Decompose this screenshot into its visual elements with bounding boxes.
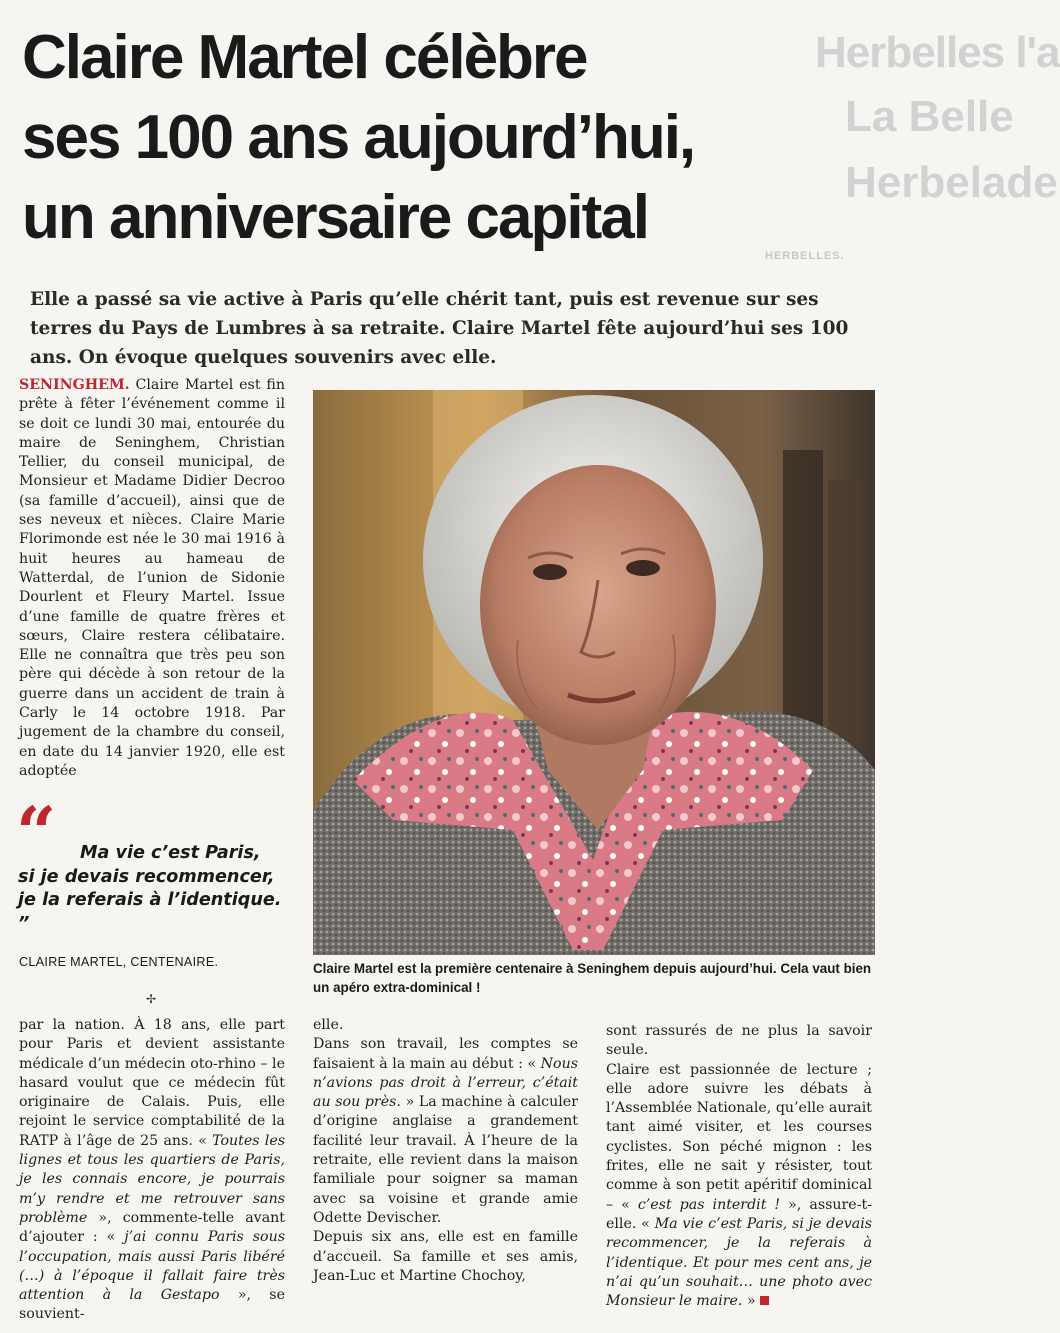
col2-quote-1: Toutes les lignes et tous les quartiers de Paris, je les connais encore, je pourrais m’y rendre et me retrouver sans problème [19, 1132, 285, 1226]
body-column-3 [313, 1016, 578, 1286]
headline-line-2: ses 100 ans aujourd’hui, [22, 103, 695, 172]
photo-caption: Claire Martel est la première centenaire à Seninghem depuis aujourd’hui. Cela vaut bien un apéro extra-dominical ! [313, 961, 872, 995]
body-column-1 [19, 376, 285, 781]
headline-line-1: Claire Martel célèbre [22, 23, 587, 92]
col4-text-2: », assure-t-elle. « [606, 1196, 872, 1232]
scan-speck: ✢ [146, 992, 157, 1006]
bleed-line-2: La Belle [845, 92, 1014, 141]
col2-text-1: par la nation. À 18 ans, elle part pour Paris et devient assistante médicale d’un médecin oto-rhino – le hasard voulut que ce médecin fût originaire de Calais. Puis, elle rejoint le service comptabilité de la RATP à l’âge de 25 ans. « [19, 1017, 285, 1149]
col4-quote-1: c’est pas interdit ! [637, 1196, 781, 1213]
pull-quote-rest: si je devais recommencer, je la referais à l’identique. [18, 866, 282, 910]
col2-quote-2: j’ai connu Paris sous l’occupation, mais aussi Paris libéré (…) à l’époque il fallait faire très attention à la Gestapo [19, 1229, 285, 1304]
col2-text-3: », se souvient- [19, 1287, 285, 1323]
bleed-line-1: Herbelles l'a [815, 28, 1060, 77]
col3-text-2: » La machine à calculer d’origine anglaise a grandement facilité leur travail. À l’heure de la retraite, elle revient dans la maison familiale pour soigner sa maman avec sa voisine et grande amie Odette Devischer. [313, 1094, 578, 1226]
dateline-place: SENINGHEM. [19, 377, 130, 393]
col4-para-1: sont rassurés de ne plus la savoir seule. [606, 1023, 872, 1059]
col3-text-1: Dans son travail, les comptes se faisaient à la main au début : « [313, 1036, 578, 1072]
pull-quote-line-1: Ma vie c’est Paris, [80, 843, 261, 863]
body-column-2 [19, 1016, 285, 1325]
quote-mark-icon: “ [16, 791, 57, 874]
pull-quote [18, 842, 298, 936]
bleed-line-4: HERBELLES. [765, 250, 845, 262]
col4-text-3: » [746, 1293, 756, 1310]
col4-text-1: Claire est passionnée de lecture ; elle adore suivre les débats à l’Assemblée Nationale, qu’elle aurait tant aimé visiter, et les courses cyclistes. Son péché mignon : les frites, elle ne sait y résister, tout comme à son petit apéritif dominical – « [606, 1061, 873, 1213]
pull-quote-close: ” [18, 913, 30, 934]
col3-para-3: Depuis six ans, elle est en famille d’accueil. Sa famille et ses amis, Jean-Luc et Martine Chochoy, [313, 1229, 578, 1284]
bleed-line-3: Herbelade [845, 158, 1058, 207]
portrait-photo [313, 390, 875, 955]
body-column-4 [606, 1022, 872, 1311]
body-column-1-text: Claire Martel est fin prête à fêter l’événement comme il se doit ce lundi 30 mai, entourée du maire de Seninghem, Christian Tellier, du conseil municipal, de Monsieur et Madame Didier Decroo (sa famille d’accueil), ainsi que de ses neveux et nièces. Claire Marie Florimonde est née le 30 mai 1916 à huit heures au hameau de Watterdal, de l’union de Sidonie Dourlent et Fleury Martel. Issue d’une famille de quatre frères et sœurs, Claire restera célibataire. Elle ne connaîtra que très peu son père qui décède à son retour de la guerre dans un accident de train à Carly le 14 octobre 1918. Par jugement de la chambre du conseil, en date du 14 janvier 1920, elle est adoptée [19, 377, 285, 779]
col3-para-1: elle. [313, 1017, 344, 1033]
headline-line-3: un anniversaire capital [22, 183, 648, 252]
article-end-mark-icon [760, 1296, 769, 1305]
col3-quote: Nous n’avions pas droit à l’erreur, c’était au sou près. [313, 1055, 578, 1111]
col2-text-2: », commente-telle avant d’ajouter : « [19, 1209, 285, 1246]
article-lead: Elle a passé sa vie active à Paris qu’elle chérit tant, puis est revenue sur ses terres du Pays de Lumbres à sa retraite. Claire Martel fête aujourd’hui ses 100 ans. On évoque quelques souvenirs avec elle. [30, 289, 849, 368]
article-headline [22, 18, 782, 258]
pull-quote-attribution: CLAIRE MARTEL, CENTENAIRE. [19, 955, 219, 969]
col4-quote-2: Ma vie c’est Paris, si je devais recommencer, je la referais à l’identique. Et pour mes cent ans, je n’ai qu’un souhait… une photo avec Monsieur le maire. [606, 1215, 873, 1310]
